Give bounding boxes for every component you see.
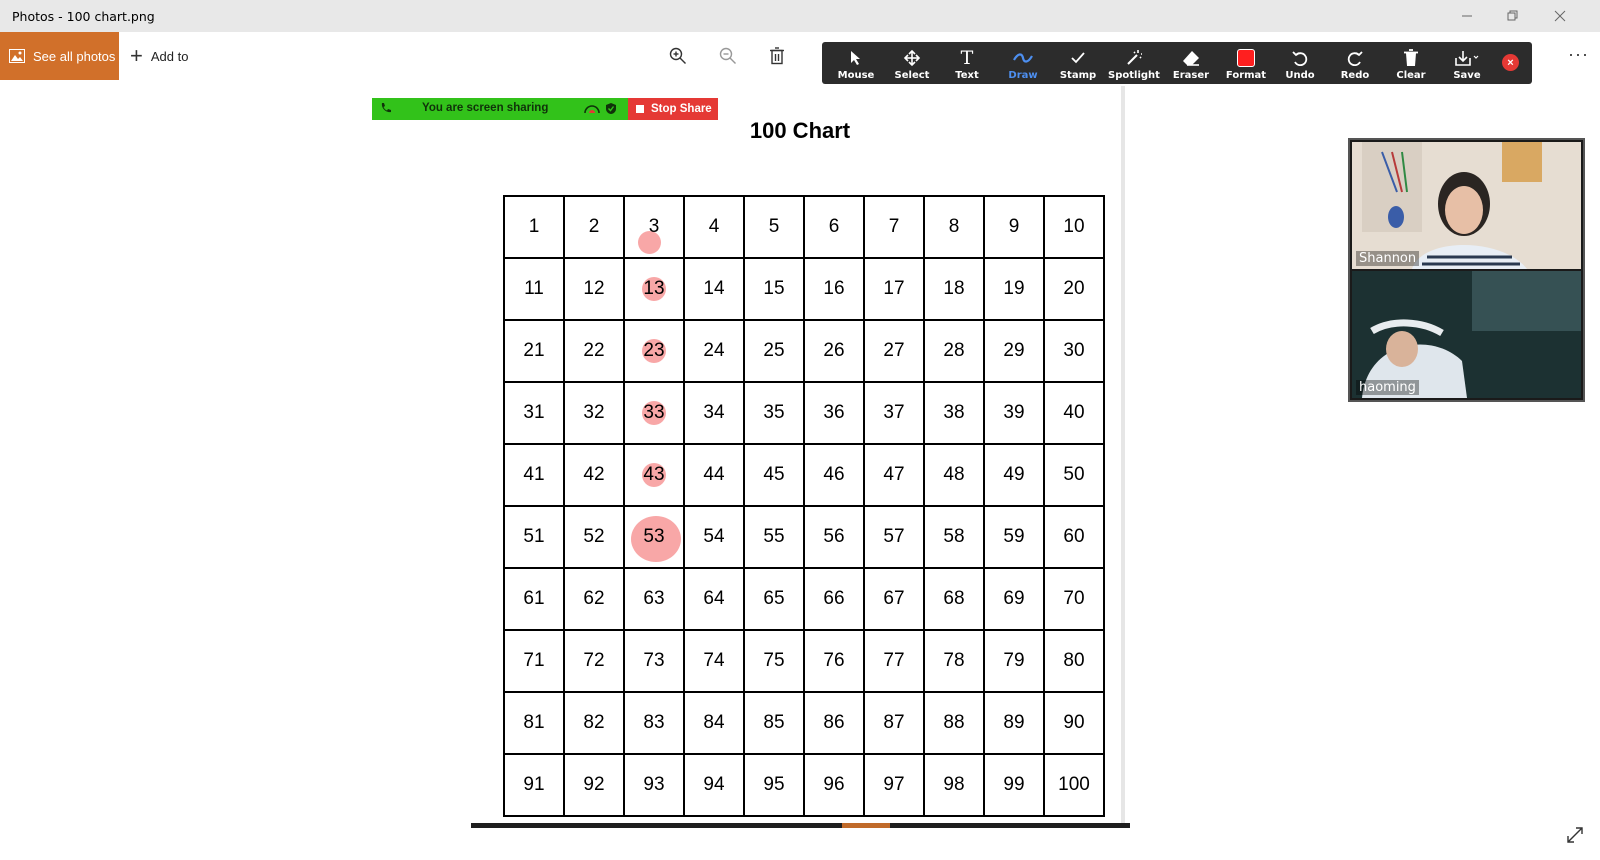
- chart-number: 74: [703, 650, 725, 671]
- participant-name-label: Shannon: [1356, 251, 1419, 266]
- more-icon[interactable]: ···: [1568, 44, 1589, 64]
- chart-cell-39: [984, 382, 1044, 444]
- chart-cell-100: [1044, 754, 1104, 816]
- chart-cell-48: [924, 444, 984, 506]
- chart-cell-20: [1044, 258, 1104, 320]
- chart-number: 64: [703, 588, 725, 609]
- chart-number: 61: [523, 588, 545, 609]
- chart-number: 20: [1063, 278, 1085, 299]
- chart-cell-36: [804, 382, 864, 444]
- chart-cell-82: [564, 692, 624, 754]
- sharing-status-bar: [372, 98, 628, 120]
- chart-cell-54: [684, 506, 744, 568]
- chart-number: 1: [528, 216, 540, 237]
- format-tool-label: Format: [1225, 70, 1267, 81]
- undo-icon: [1291, 47, 1309, 69]
- chart-row: [504, 444, 1104, 506]
- chart-number: 14: [703, 278, 725, 299]
- chart-row: [504, 754, 1104, 816]
- chart-number: 99: [1003, 774, 1025, 795]
- chart-cell-33: [624, 382, 684, 444]
- chart-number: 33: [643, 402, 665, 423]
- chart-cell-16: [804, 258, 864, 320]
- chart-row: [504, 320, 1104, 382]
- chart-number: 23: [643, 340, 665, 361]
- stamp-tool-label: Stamp: [1059, 70, 1097, 81]
- clear-button[interactable]: [1383, 42, 1439, 84]
- chart-cell-71: [504, 630, 564, 692]
- chart-cell-11: [504, 258, 564, 320]
- chart-cell-13: [624, 258, 684, 320]
- chart-number: 86: [823, 712, 845, 733]
- chart-number: 71: [523, 650, 545, 671]
- chart-number: 97: [883, 774, 905, 795]
- eraser-tool-button[interactable]: [1163, 42, 1219, 84]
- chart-cell-45: [744, 444, 804, 506]
- chart-row: [504, 506, 1104, 568]
- chart-cell-94: [684, 754, 744, 816]
- chart-cell-42: [564, 444, 624, 506]
- redo-label: Redo: [1340, 70, 1370, 81]
- chart-cell-19: [984, 258, 1044, 320]
- chart-cell-56: [804, 506, 864, 568]
- chart-cell-14: [684, 258, 744, 320]
- chart-number: 21: [523, 340, 545, 361]
- signal-icon[interactable]: [584, 102, 600, 114]
- chart-number: 56: [823, 526, 845, 547]
- chart-number: 85: [763, 712, 785, 733]
- mouse-tool-button[interactable]: [828, 42, 884, 84]
- chart-cell-87: [864, 692, 924, 754]
- chart-number: 91: [523, 774, 545, 795]
- select-tool-button[interactable]: [884, 42, 940, 84]
- chart-number: 31: [523, 402, 545, 423]
- chart-cell-93: [624, 754, 684, 816]
- chart-cell-7: [864, 196, 924, 258]
- chart-cell-98: [924, 754, 984, 816]
- chart-number: 88: [943, 712, 965, 733]
- plus-icon: +: [130, 43, 143, 68]
- mouse-pointer-icon: [849, 47, 863, 69]
- chart-row: [504, 568, 1104, 630]
- phone-icon[interactable]: [380, 102, 392, 114]
- chart-cell-9: [984, 196, 1044, 258]
- chart-number: 93: [643, 774, 665, 795]
- chart-number: 9: [1008, 216, 1020, 237]
- chart-number: 28: [943, 340, 965, 361]
- chart-number: 6: [828, 216, 840, 237]
- chart-cell-24: [684, 320, 744, 382]
- chart-number: 15: [763, 278, 785, 299]
- chart-number: 7: [888, 216, 900, 237]
- chart-cell-22: [564, 320, 624, 382]
- stamp-tool-button[interactable]: [1050, 42, 1106, 84]
- chart-row: [504, 692, 1104, 754]
- chart-number: 63: [643, 588, 665, 609]
- chart-cell-92: [564, 754, 624, 816]
- redo-icon: [1346, 47, 1364, 69]
- chart-cell-89: [984, 692, 1044, 754]
- format-tool-button[interactable]: [1218, 42, 1274, 84]
- chart-cell-79: [984, 630, 1044, 692]
- zoom-in-icon[interactable]: [666, 44, 690, 68]
- chart-cell-91: [504, 754, 564, 816]
- chart-number: 38: [943, 402, 965, 423]
- mouse-tool-label: Mouse: [837, 70, 875, 81]
- chart-cell-29: [984, 320, 1044, 382]
- chart-number: 78: [943, 650, 965, 671]
- chart-cell-44: [684, 444, 744, 506]
- chart-number: 27: [883, 340, 905, 361]
- chart-number: 5: [768, 216, 780, 237]
- stop-square-icon: [636, 105, 644, 113]
- clear-label: Clear: [1396, 70, 1426, 81]
- annotation-toolbar: [822, 42, 1532, 84]
- chart-cell-37: [864, 382, 924, 444]
- chart-number: 8: [948, 216, 960, 237]
- chart-number: 67: [883, 588, 905, 609]
- video-tile-haoming[interactable]: [1352, 271, 1581, 398]
- chart-number: 50: [1063, 464, 1085, 485]
- chart-cell-57: [864, 506, 924, 568]
- screen-share-banner: [372, 98, 718, 120]
- chart-cell-86: [804, 692, 864, 754]
- chart-number: 94: [703, 774, 725, 795]
- chart-number: 68: [943, 588, 965, 609]
- chart-number: 65: [763, 588, 785, 609]
- chart-row: [504, 382, 1104, 444]
- sharing-status-text: You are screen sharing: [422, 102, 549, 114]
- chart-cell-46: [804, 444, 864, 506]
- chart-cell-90: [1044, 692, 1104, 754]
- delete-icon[interactable]: [765, 44, 789, 68]
- chart-cell-65: [744, 568, 804, 630]
- redo-button[interactable]: [1327, 42, 1383, 84]
- chart-number: 47: [883, 464, 905, 485]
- chart-number: 39: [1003, 402, 1025, 423]
- chart-number: 34: [703, 402, 725, 423]
- chart-cell-61: [504, 568, 564, 630]
- video-tile-shannon[interactable]: [1352, 142, 1581, 269]
- chart-cell-96: [804, 754, 864, 816]
- undo-button[interactable]: [1272, 42, 1328, 84]
- chart-row: [504, 258, 1104, 320]
- chart-number: 59: [1003, 526, 1025, 547]
- chart-number: 49: [1003, 464, 1025, 485]
- chart-number: 87: [883, 712, 905, 733]
- spotlight-tool-label: Spotlight: [1108, 70, 1160, 81]
- trash-icon: [1403, 47, 1419, 69]
- chart-cell-41: [504, 444, 564, 506]
- chart-cell-88: [924, 692, 984, 754]
- chart-cell-28: [924, 320, 984, 382]
- chart-number: 81: [523, 712, 545, 733]
- video-gallery[interactable]: [1348, 138, 1585, 402]
- chart-cell-27: [864, 320, 924, 382]
- chart-cell-50: [1044, 444, 1104, 506]
- chart-number: 83: [643, 712, 665, 733]
- chart-number: 48: [943, 464, 965, 485]
- stop-share-label: Stop Share: [651, 103, 712, 115]
- chart-cell-55: [744, 506, 804, 568]
- chart-number: 41: [523, 464, 545, 485]
- chart-number: 77: [883, 650, 905, 671]
- scrollbar-thumb[interactable]: [842, 823, 890, 828]
- hundred-chart-grid: [503, 195, 1105, 817]
- chart-cell-68: [924, 568, 984, 630]
- draw-tool-label: Draw: [1008, 70, 1038, 81]
- chart-cell-84: [684, 692, 744, 754]
- chart-number: 16: [823, 278, 845, 299]
- chart-number: 52: [583, 526, 605, 547]
- chart-number: 22: [583, 340, 605, 361]
- chart-number: 30: [1063, 340, 1085, 361]
- window-title: Photos - 100 chart.png: [12, 9, 155, 24]
- chart-number: 4: [708, 216, 720, 237]
- page-edge: [1121, 86, 1125, 826]
- stop-share-button[interactable]: [628, 98, 718, 120]
- chart-row: [504, 196, 1104, 258]
- eraser-icon: [1182, 47, 1200, 69]
- chart-number: 62: [583, 588, 605, 609]
- chart-number: 66: [823, 588, 845, 609]
- add-to-label: Add to: [150, 48, 189, 64]
- zoom-out-icon[interactable]: [716, 44, 740, 68]
- chart-cell-17: [864, 258, 924, 320]
- undo-label: Undo: [1285, 70, 1315, 81]
- chart-cell-73: [624, 630, 684, 692]
- chart-number: 82: [583, 712, 605, 733]
- chart-cell-38: [924, 382, 984, 444]
- restore-button[interactable]: [1490, 0, 1536, 32]
- chart-number: 98: [943, 774, 965, 795]
- chart-number: 46: [823, 464, 845, 485]
- chart-number: 100: [1058, 774, 1090, 795]
- chart-cell-52: [564, 506, 624, 568]
- chart-cell-62: [564, 568, 624, 630]
- chart-number: 43: [643, 464, 665, 485]
- chart-cell-8: [924, 196, 984, 258]
- chart-cell-25: [744, 320, 804, 382]
- chart-number: 18: [943, 278, 965, 299]
- chart-cell-4: [684, 196, 744, 258]
- chart-cell-74: [684, 630, 744, 692]
- participant-name-label: haoming: [1356, 380, 1419, 395]
- chart-number: 92: [583, 774, 605, 795]
- chart-number: 40: [1063, 402, 1085, 423]
- chart-cell-23: [624, 320, 684, 382]
- see-all-photos-label: See all photos: [33, 48, 116, 64]
- chart-cell-31: [504, 382, 564, 444]
- chart-cell-72: [564, 630, 624, 692]
- chart-cell-66: [804, 568, 864, 630]
- save-label: Save: [1453, 70, 1481, 81]
- chart-number: 75: [763, 650, 785, 671]
- chart-number: 35: [763, 402, 785, 423]
- close-annotation-icon[interactable]: ×: [1502, 54, 1519, 71]
- chart-number: 55: [763, 526, 785, 547]
- chart-number: 79: [1003, 650, 1025, 671]
- chart-number: 44: [703, 464, 725, 485]
- chart-number: 72: [583, 650, 605, 671]
- draw-tool-button[interactable]: [995, 42, 1051, 84]
- chart-cell-97: [864, 754, 924, 816]
- chart-number: 89: [1003, 712, 1025, 733]
- chart-number: 37: [883, 402, 905, 423]
- chart-cell-32: [564, 382, 624, 444]
- horizontal-scrollbar[interactable]: [471, 823, 1130, 828]
- text-T-icon: T: [960, 47, 974, 69]
- chart-number: 29: [1003, 340, 1025, 361]
- select-tool-label: Select: [894, 70, 930, 81]
- chart-cell-49: [984, 444, 1044, 506]
- chart-cell-80: [1044, 630, 1104, 692]
- chart-number: 53: [643, 526, 665, 547]
- chart-number: 25: [763, 340, 785, 361]
- chart-cell-70: [1044, 568, 1104, 630]
- text-tool-label: Text: [955, 70, 979, 81]
- hundred-chart: [503, 195, 1105, 817]
- photo-gallery-icon: [9, 49, 25, 63]
- chart-cell-3: [624, 196, 684, 258]
- save-button[interactable]: [1439, 42, 1495, 84]
- chart-number: 11: [524, 278, 544, 299]
- chart-title: 100 Chart: [749, 118, 851, 143]
- chart-number: 2: [588, 216, 600, 237]
- chart-cell-43: [624, 444, 684, 506]
- chart-cell-53: [624, 506, 684, 568]
- chart-number: 10: [1063, 216, 1085, 237]
- chart-number: 57: [883, 526, 905, 547]
- add-to-button[interactable]: [130, 44, 188, 68]
- chart-cell-34: [684, 382, 744, 444]
- chart-number: 42: [583, 464, 605, 485]
- chart-number: 69: [1003, 588, 1025, 609]
- chart-cell-59: [984, 506, 1044, 568]
- minimize-button[interactable]: [1444, 0, 1490, 32]
- chart-cell-10: [1044, 196, 1104, 258]
- chart-cell-77: [864, 630, 924, 692]
- chart-cell-67: [864, 568, 924, 630]
- squiggle-icon: [1013, 47, 1033, 69]
- chart-number: 60: [1063, 526, 1085, 547]
- chart-cell-63: [624, 568, 684, 630]
- eraser-tool-label: Eraser: [1172, 70, 1210, 81]
- chart-number: 12: [583, 278, 605, 299]
- chart-number: 13: [643, 278, 665, 299]
- chart-number: 19: [1003, 278, 1025, 299]
- chart-cell-69: [984, 568, 1044, 630]
- text-tool-button[interactable]: [939, 42, 995, 84]
- chart-cell-85: [744, 692, 804, 754]
- spotlight-tool-button[interactable]: [1106, 42, 1162, 84]
- chart-cell-78: [924, 630, 984, 692]
- window-titlebar: [0, 0, 1600, 32]
- chart-cell-58: [924, 506, 984, 568]
- color-swatch-icon: [1237, 47, 1255, 69]
- chart-cell-1: [504, 196, 564, 258]
- chart-cell-18: [924, 258, 984, 320]
- checkmark-icon: [1070, 47, 1086, 69]
- chart-number: 76: [823, 650, 845, 671]
- chart-number: 51: [523, 526, 545, 547]
- chart-cell-64: [684, 568, 744, 630]
- chart-cell-83: [624, 692, 684, 754]
- chart-cell-35: [744, 382, 804, 444]
- chart-cell-2: [564, 196, 624, 258]
- save-download-icon: [1454, 47, 1480, 69]
- participant-video-haoming: [1352, 271, 1581, 398]
- chart-cell-81: [504, 692, 564, 754]
- close-window-button[interactable]: [1537, 0, 1583, 32]
- chart-cell-6: [804, 196, 864, 258]
- chart-cell-30: [1044, 320, 1104, 382]
- chart-cell-40: [1044, 382, 1104, 444]
- chart-cell-75: [744, 630, 804, 692]
- chart-number: 73: [643, 650, 665, 671]
- chart-number: 24: [703, 340, 725, 361]
- chart-number: 84: [703, 712, 725, 733]
- chart-number: 3: [648, 216, 660, 237]
- chart-number: 90: [1063, 712, 1085, 733]
- chart-cell-26: [804, 320, 864, 382]
- participant-video-shannon: [1352, 142, 1581, 269]
- chart-number: 32: [583, 402, 605, 423]
- shield-icon[interactable]: [605, 102, 617, 115]
- move-arrows-icon: [903, 47, 921, 69]
- chart-number: 36: [823, 402, 845, 423]
- chart-number: 17: [883, 278, 905, 299]
- chart-number: 96: [823, 774, 845, 795]
- chart-cell-47: [864, 444, 924, 506]
- magic-wand-icon: [1125, 47, 1143, 69]
- chart-number: 54: [703, 526, 725, 547]
- chart-cell-51: [504, 506, 564, 568]
- chart-cell-5: [744, 196, 804, 258]
- chart-number: 58: [943, 526, 965, 547]
- see-all-photos-button[interactable]: [0, 32, 119, 80]
- chart-cell-95: [744, 754, 804, 816]
- chart-cell-21: [504, 320, 564, 382]
- chart-cell-60: [1044, 506, 1104, 568]
- chart-cell-99: [984, 754, 1044, 816]
- chart-number: 80: [1063, 650, 1085, 671]
- chart-cell-76: [804, 630, 864, 692]
- chart-row: [504, 630, 1104, 692]
- chart-cell-12: [564, 258, 624, 320]
- chart-number: 95: [763, 774, 785, 795]
- chart-number: 26: [823, 340, 845, 361]
- chart-number: 45: [763, 464, 785, 485]
- chart-cell-15: [744, 258, 804, 320]
- chart-number: 70: [1063, 588, 1085, 609]
- fullscreen-expand-icon[interactable]: [1566, 826, 1584, 844]
